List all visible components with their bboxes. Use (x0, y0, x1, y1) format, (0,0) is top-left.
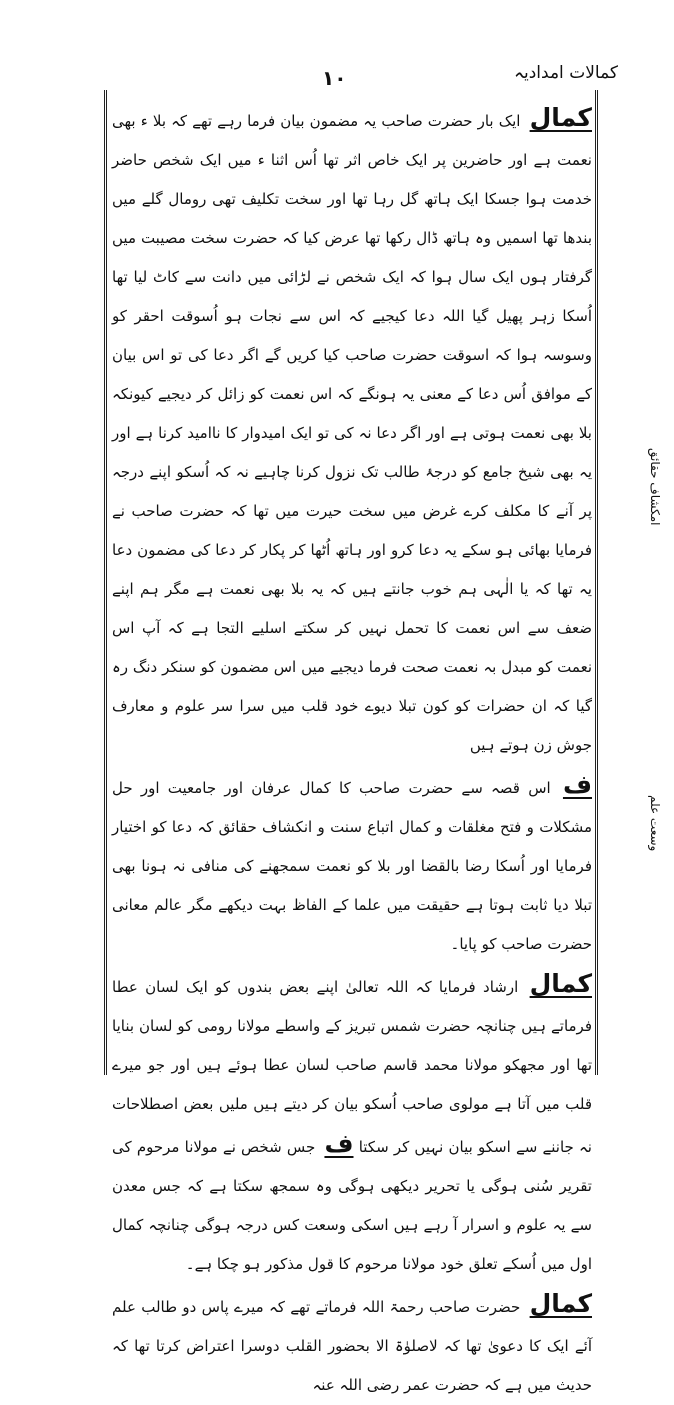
paragraph-text: جس شخص نے مولانا مرحوم کی تقریر سُنی ہوگی یا تحریر دیکھی ہوگی وہ سمجھ سکتا ہے کہ جس معدن سے یہ علوم و اسرار آ رہے ہیں اسکی وسعت کس درجہ ہوگی چنانچہ کمال اول میں اُسکے تعلق خود مولانا مرحوم کا قول مذکور ہو چکا ہے۔ (112, 1138, 592, 1273)
paragraph (112, 964, 592, 1284)
paragraph (112, 765, 592, 964)
lead-word: کمال (529, 969, 592, 998)
paragraph-text: حضرت صاحب رحمۃ اللہ فرماتے تھے کہ میرے پاس دو طالب علم آئے ایک کا دعویٰ تھا کہ لاصلوٰۃ الا بحضور القلب دوسرا اعتراض کرتا تھا کہ حدیث میں ہے کہ حضرت عمر رضی اللہ عنہ (112, 1298, 592, 1394)
paragraph (112, 1284, 592, 1405)
lead-word: ف (562, 770, 592, 799)
body-text (112, 98, 592, 1405)
lead-word: کمال (529, 103, 592, 132)
paragraph (112, 98, 592, 765)
margin-note: امکشاف حقائق (648, 448, 662, 526)
lead-word: ف (324, 1129, 354, 1158)
margin-note: وسعت علم (648, 795, 662, 852)
paragraph-text: ایک بار حضرت صاحب یہ مضمون بیان فرما رہے تھے کہ بلا ء بھی نعمت ہے اور حاضرین پر ایک خاص اثر تھا اُس اثنا ء میں ایک شخص حاضر خدمت ہوا جسکا ایک ہاتھ گل رہا تھا اور سخت تکلیف تھی رومال گلے میں بندھا تھا اسمیں وہ ہاتھ ڈال رکھا تھا عرض کیا کہ حضرت سخت مصیبت میں گرفتار ہوں ایک سال ہوا کہ ایک شخص نے لڑائی میں دانت سے کاٹ لیا تھا اُسکا زہر پھیل گیا اللہ دعا کیجیے کہ اس سے نجات ہو اُسوقت احقر کو وسوسہ ہوا کہ اسوقت حضرت صاحب کیا کریں گے اگر دعا کی تو اس بیان کے موافق اُس دعا کے معنی یہ ہونگے کہ اس نعمت کو زائل کر دیجیے کیونکہ بلا بھی نعمت ہوتی ہے اور اگر دعا نہ کی تو ایک امیدوار کا ناامید کرنا ہے اور یہ بھی شیخ جامع کو درجۂ طالب تک نزول کرنا چاہیے نہ کہ اُسکو اپنے درجہ پر آنے کا مکلف کرے غرض میں سخت حیرت میں تھا کہ حضرت صاحب نے فرمایا بھائی ہو سکے یہ دعا کرو اور ہاتھ اُٹھا کر پکار کر دعا کی مضمون دعا یہ تھا کہ یا الٰہی ہم خوب جانتے ہیں کہ یہ بلا بھی نعمت ہے مگر ہم اپنے ضعف سے اس نعمت کا تحمل نہیں کر سکتے اسلیے التجا ہے کہ آپ اس نعمت کو مبدل بہ نعمت صحت فرما دیجیے میں اس مضمون کو سنکر دنگ رہ گیا کہ ان حضرات کو کون تبلا دیوے خود قلب میں سرا سر علوم و معارف جوش زن ہوتے ہیں (112, 112, 592, 754)
running-title: کمالات امدادیہ (514, 63, 618, 83)
page-number: ۱۰ (322, 66, 347, 90)
lead-word: کمال (529, 1289, 592, 1318)
paragraph-text: اس قصہ سے حضرت صاحب کا کمال عرفان اور جامعیت اور حل مشکلات و فتح مغلقات و کمال اتباع سنت و انکشاف حقائق کہ دعا کو اختیار فرمایا اور اُسکا رضا بالقضا اور بلا کو نعمت سمجھنے کی منافی نہ ہونا بھی تبلا دیا ثابت ہوتا ہے حقیقت میں علما کے الفاظ بہت دیکھے مگر عالم معانی حضرت صاحب کو پایا۔ (112, 779, 592, 953)
paragraph-text: ارشاد فرمایا کہ اللہ تعالیٰ اپنے بعض بندوں کو ایک لسان عطا فرماتے ہیں چنانچہ حضرت شمس تبریز کے واسطے مولانا رومی کو لسان بنایا تھا اور مجھکو مولانا محمد قاسم صاحب لسان عطا ہوئے ہیں اور جو میرے قلب میں آتا ہے مولوی صاحب اُسکو بیان کر دیتے ہیں ملیں بعض اصطلاحات نہ جاننے سے اسکو بیان نہیں کر سکتا (112, 978, 592, 1156)
